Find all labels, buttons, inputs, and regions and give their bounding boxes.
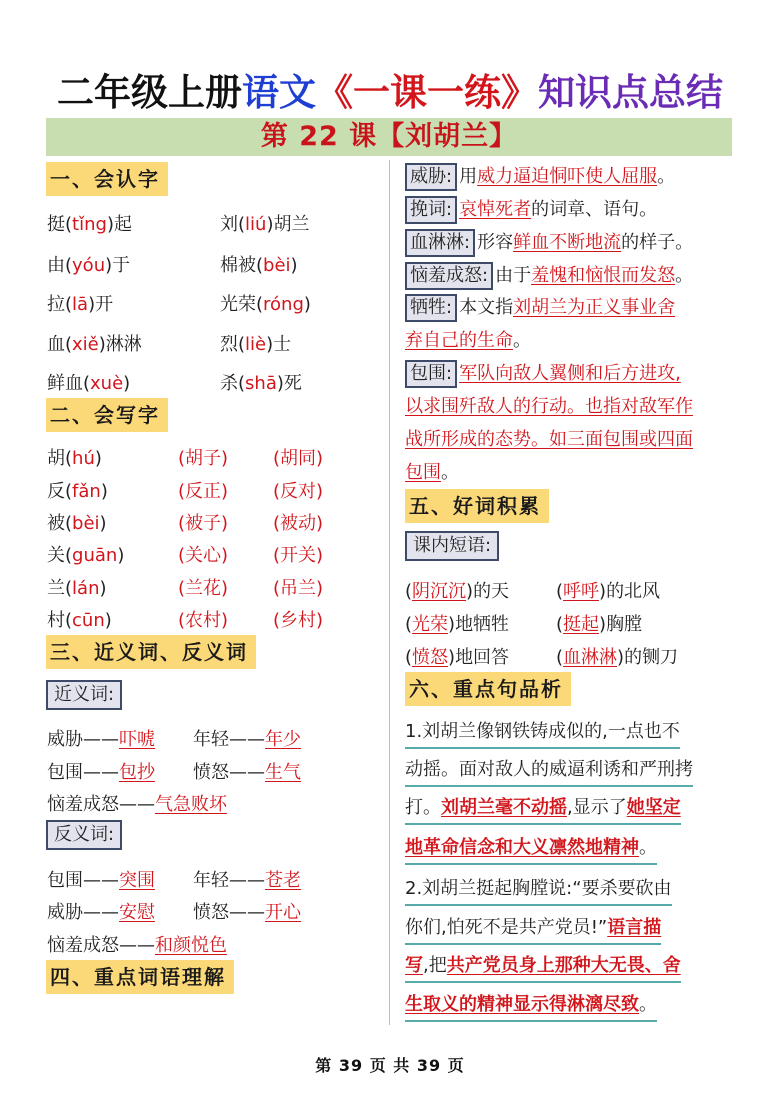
phrase-label: 课内短语: [405,531,499,561]
lesson-banner: 第 22 课【刘胡兰】 [46,118,732,156]
write-word: (开关) [273,545,324,566]
write-word: (兰花) [178,578,229,599]
recognize-item: 血(xiě)淋淋 [47,334,142,355]
page-footer: 第 39 页 共 39 页 [315,1056,465,1075]
definition-xuelinlin: 血淋淋: 形容鲜血不断地流的样子。 [405,229,693,257]
definition-xisheng: 牺牲: 本文指刘胡兰为正义事业舍 [405,294,675,322]
section-heading-good-words: 五、好词积累 [405,489,549,523]
sentence-1-line: 动摇。面对敌人的威逼利诱和严刑拷 [405,755,693,787]
antonym-pair: 愤怒——开心 [193,902,301,923]
section-heading-recognize: 一、会认字 [46,162,168,196]
write-word: (反对) [273,481,324,502]
definition-baowei: 包围: 军队向敌人翼侧和后方进攻, [405,360,681,388]
phrase-item: (愤怒)地回答 [405,647,510,668]
write-word: (胡同) [273,448,324,469]
sentence-2-line: 生取义的精神显示得淋漓尽致。 [405,990,657,1022]
recognize-item: 鲜血(xuè) [47,373,131,394]
antonym-pair: 恼羞成怒——和颜悦色 [47,935,227,956]
synonym-pair: 包围——包抄 [47,762,155,783]
write-char: 胡(hú) [47,448,102,469]
phrase-item: (呼呼)的北风 [556,581,661,602]
write-word: (吊兰) [273,578,324,599]
sentence-2-line: 你们,怕死不是共产党员!”语言描 [405,913,661,945]
title-subject: 语文 [242,71,316,114]
write-word: (被动) [273,513,324,534]
definition-weixie: 威胁: 用威力逼迫恫吓使人屈服。 [405,163,675,191]
recognize-item: 光荣(róng) [220,294,311,315]
sentence-1-line: 地革命信念和大义凛然地精神。 [405,833,657,865]
write-char: 反(fǎn) [47,481,108,502]
recognize-item: 棉被(bèi) [220,255,298,276]
write-char: 被(bèi) [47,513,107,534]
phrase-item: (挺起)胸膛 [556,614,643,635]
synonym-label: 近义词: [46,680,122,710]
write-word: (农村) [178,610,229,631]
write-word: (关心) [178,545,229,566]
recognize-item: 杀(shā)死 [220,373,302,394]
synonym-pair: 威胁——吓唬 [47,729,155,750]
page-title [0,62,780,116]
phrase-item: (光荣)地牺牲 [405,614,510,635]
antonym-pair: 年轻——苍老 [193,870,301,891]
write-word: (胡子) [178,448,229,469]
definition-baowei-cont: 包围。 [405,462,459,483]
recognize-item: 由(yóu)于 [47,255,131,276]
recognize-item: 刘(liú)胡兰 [220,214,310,235]
recognize-item: 拉(lā)开 [47,294,114,315]
sentence-2-line: 2.刘胡兰挺起胸膛说:“要杀要砍由 [405,874,672,906]
section-heading-write: 二、会写字 [46,398,168,432]
definition-wanci: 挽词: 哀悼死者的词章、语句。 [405,196,657,224]
write-char: 兰(lán) [47,578,107,599]
sentence-1-line: 打。刘胡兰毫不动摇,显示了她坚定 [405,793,681,825]
synonym-pair: 恼羞成怒——气急败坏 [47,794,227,815]
title-grade: 二年级上册 [57,71,242,114]
recognize-item: 挺(tǐng)起 [47,214,132,235]
definition-xisheng-cont: 弃自己的生命。 [405,330,531,351]
write-char: 村(cūn) [47,610,112,631]
sentence-2-line: 写,把共产党员身上那种大无畏、舍 [405,951,681,983]
write-word: (被子) [178,513,229,534]
recognize-item: 烈(liè)士 [220,334,292,355]
antonym-pair: 威胁——安慰 [47,902,155,923]
write-word: (反正) [178,481,229,502]
definition-baowei-cont: 以求围歼敌人的行动。也指对敌军作 [405,396,693,417]
section-heading-key-words: 四、重点词语理解 [46,960,234,994]
phrase-item: (阴沉沉)的天 [405,581,510,602]
section-heading-key-sentences: 六、重点句品析 [405,672,571,706]
synonym-pair: 年轻——年少 [193,729,301,750]
title-book: 《一课一练》 [316,71,538,114]
antonym-pair: 包围——突围 [47,870,155,891]
definition-naoxiu: 恼羞成怒: 由于羞愧和恼恨而发怒。 [405,262,693,290]
write-word: (乡村) [273,610,324,631]
column-divider [389,160,390,1025]
antonym-label: 反义词: [46,820,122,850]
definition-baowei-cont: 战所形成的态势。如三面包围或四面 [405,429,693,450]
write-char: 关(guān) [47,545,125,566]
section-heading-synonym-antonym: 三、近义词、反义词 [46,635,256,669]
phrase-item: (血淋淋)的铡刀 [556,647,679,668]
sentence-1-line: 1.刘胡兰像钢铁铸成似的,一点也不 [405,717,680,749]
title-summary: 知识点总结 [538,71,723,114]
synonym-pair: 愤怒——生气 [193,762,301,783]
